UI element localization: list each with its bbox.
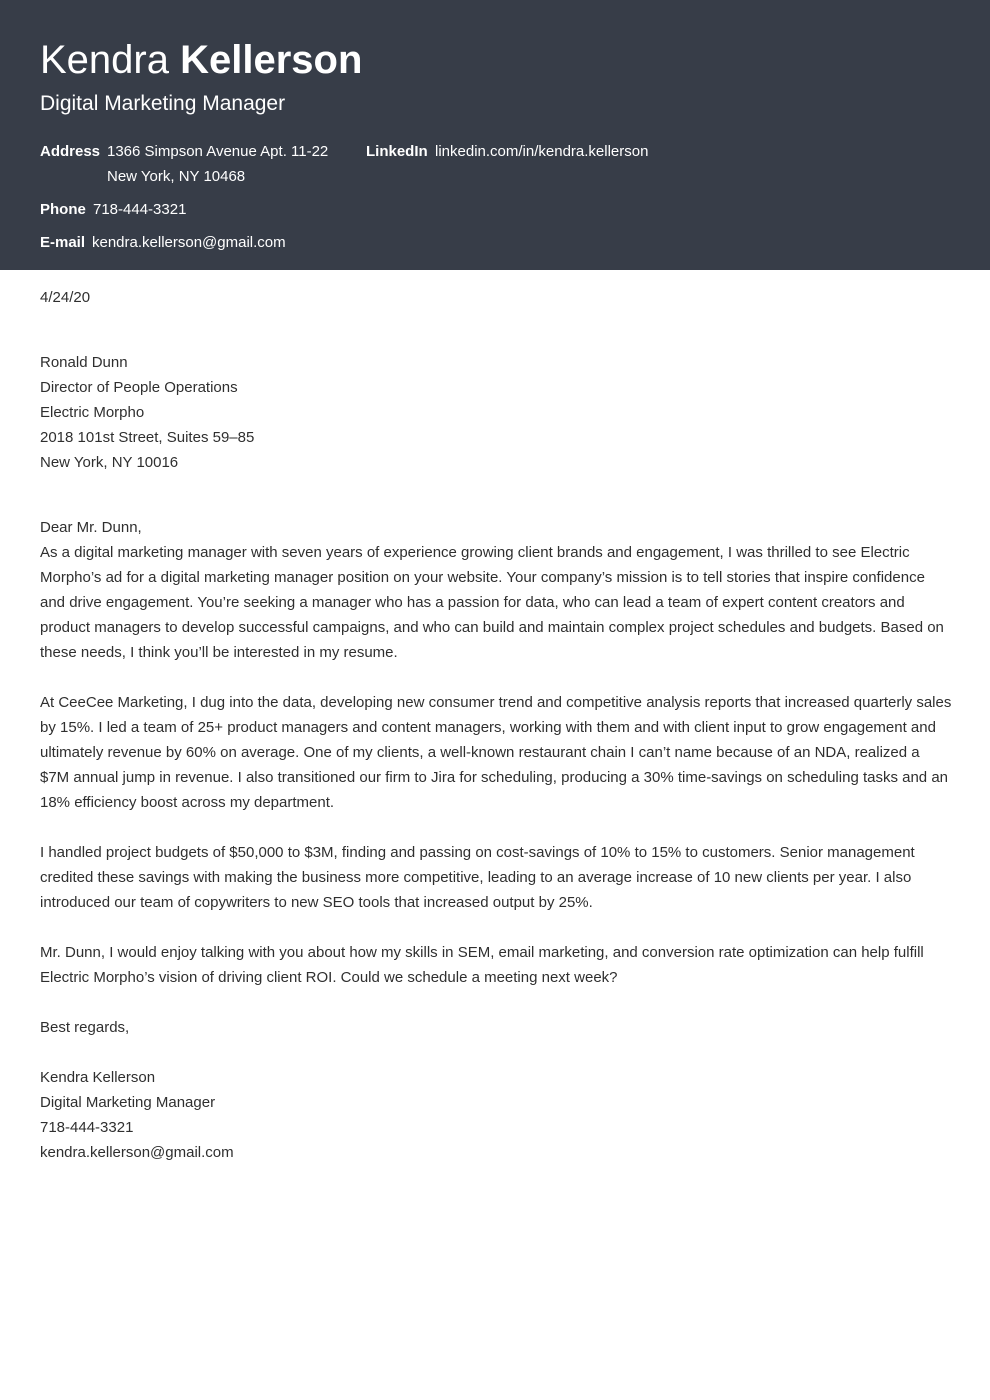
email-link[interactable]: kendra.kellerson@gmail.com: [92, 234, 286, 251]
applicant-job-title: Digital Marketing Manager: [40, 92, 286, 115]
recipient-block: [40, 350, 952, 475]
signature-block: [40, 1065, 952, 1165]
salutation: Dear Mr. Dunn,: [40, 519, 142, 536]
body-paragraph-3: I handled project budgets of $50,000 to $3M, finding and passing on cost-savings of 10% to 15% to customers. Senior management credited these savings with making the business more competitive, leading to an average increase of 10 new clients per year. I also introduced our team of copywriters to new SEO tools that increased output by 25%.: [40, 844, 915, 911]
address-label: Address: [40, 143, 101, 160]
recipient-street: 2018 101st Street, Suites 59–85: [40, 429, 255, 446]
recipient-title: Director of People Operations: [40, 379, 238, 396]
phone-value: 718-444-3321: [93, 201, 187, 218]
signature-title: Digital Marketing Manager: [40, 1094, 216, 1111]
body-paragraph-4: Mr. Dunn, I would enjoy talking with you about how my skills in SEM, email marketing, and conversion rate optimization can help fulfill Electric Morpho’s vision of driving client ROI. Could we schedule a meeting next week?: [40, 944, 924, 986]
address-value: [107, 139, 328, 189]
body-paragraph-2: At CeeCee Marketing, I dug into the data, developing new consumer trend and competitive analysis reports that increased quarterly sales by 15%. I led a team of 25+ product managers and content managers, working with them and with client input to grow engagement and ultimately revenue by 60% on average. One of my clients, a well-known restaurant chain I can’t name because of an NDA, realized a $7M annual jump in revenue. I also transitioned our firm to Jira for scheduling, producing a 30% time-savings on scheduling tasks and an 18% efficiency boost across my department.: [40, 694, 952, 811]
applicant-name: [40, 37, 362, 83]
contact-address: [40, 139, 328, 189]
contact-phone: [40, 197, 186, 222]
linkedin-label: LinkedIn: [366, 143, 428, 160]
recipient-name: Ronald Dunn: [40, 354, 128, 371]
body-paragraph-1: As a digital marketing manager with seven years of experience growing client brands and engagement, I was thrilled to see Electric Morpho’s ad for a digital marketing manager position on your website. Your company’s mission is to tell stories that inspire confidence and drive engagement. You’re seeking a manager who has a passion for data, who can lead a team of expert content creators and product managers to develop successful campaigns, and who can build and maintain complex project schedules and budgets. Based on these needs, I think you’ll be interested in my resume.: [40, 544, 944, 661]
letter-date: 4/24/20: [40, 289, 91, 306]
linkedin-link[interactable]: linkedin.com/in/kendra.kellerson: [435, 143, 649, 160]
address-line-1: 1366 Simpson Avenue Apt. 11-22: [107, 143, 329, 160]
email-label: E-mail: [40, 234, 86, 251]
address-line-2: New York, NY 10468: [107, 168, 246, 185]
recipient-city: New York, NY 10016: [40, 454, 179, 471]
contact-email: [40, 230, 286, 255]
letter-body: [40, 285, 952, 1165]
last-name: Kellerson: [180, 38, 363, 82]
recipient-company: Electric Morpho: [40, 404, 145, 421]
signature-phone: 718-444-3321: [40, 1119, 134, 1136]
first-name: Kendra: [40, 38, 169, 82]
contact-linkedin: [366, 139, 648, 164]
closing: Best regards,: [40, 1019, 130, 1036]
letter-header: [0, 0, 990, 270]
signature-name: Kendra Kellerson: [40, 1069, 156, 1086]
signature-email[interactable]: kendra.kellerson@gmail.com: [40, 1144, 234, 1161]
phone-label: Phone: [40, 201, 86, 218]
